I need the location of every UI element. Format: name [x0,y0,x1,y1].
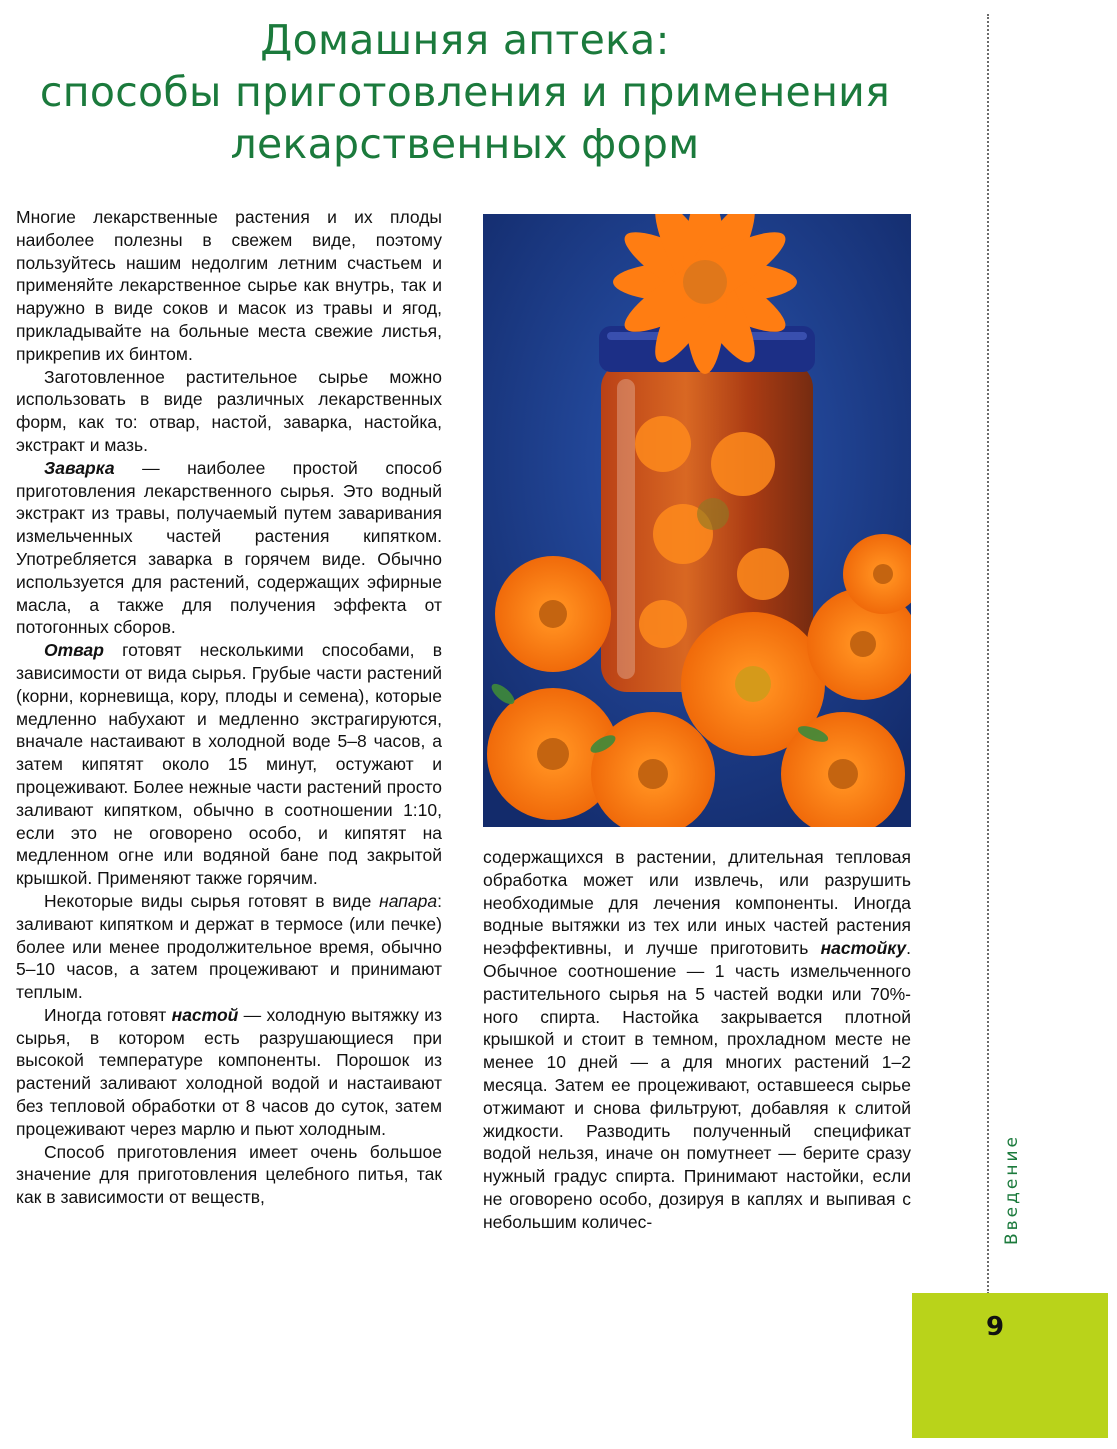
nastoy-text-b: — холодную вытяжку из сырья, в котором есть разрушающиеся при высокой температуре компоненты. Порошок из растений заливают холодной водой и настаивают без тепловой обработки от 8 часов до суток, затем процеживают через марлю и пьют холодным. [16,1004,442,1139]
title-line-1: Домашняя аптека: [260,16,670,64]
paragraph-intro: Многие лекарственные растения и их плоды наиболее полезны в свежем виде, поэтому пользуйтесь нашим недолгим летним счастьем и применяйте лекарственное сырье как внутрь, так и наружно в виде соков и масок из травы и ягод, прикладывайте на больные места свежие листья, прикрепив их бинтом. [16,207,442,364]
term-napar: напара [379,890,438,911]
paragraph-zavarka [16,457,442,639]
term-nastoyka: настойку [820,938,907,959]
paragraph-nastoy [16,1004,442,1141]
napar-text-b: : заливают кипятком и держат в термосе (или печке) более или менее продолжительное время, обычно 5–10 часов, а затем процеживают и принимают теплым. [16,890,442,1003]
margin-dotted-rule [987,14,989,1294]
otvar-text: готовят несколькими способами, в зависимости от вида сырья. Грубые части растений (корни, корневища, кору, плоды и семена), которые медленно набухают и медленно экстрагируются, вначале настаивают в холодной воде 5–8 часов, а затем кипятят около 15 минут, остужают и процеживают. Более нежные части растений просто заливают кипятком, обычно в соотношении 1:10, если это не оговорено особо, и кипятят на медленном огне или водяной бане под закрытой крышкой. Применяют также горячим. [16,640,442,889]
paragraph-nastoyka [483,846,911,1234]
term-nastoy: настой [171,1004,239,1025]
right-text-column [483,846,911,1234]
nastoy-text-a: Иногда готовят [44,1004,172,1025]
section-label: Введение [1002,1134,1022,1245]
paragraph-napar [16,890,442,1004]
paragraph-method: Способ приготовления имеет очень большое значение для приготовления целебного питья, так как в зависимости от веществ, [16,1141,442,1208]
page-number-tab [912,1293,1108,1438]
napar-text-a: Некоторые виды сырья готовят в виде [44,890,380,911]
paragraph-forms: Заготовленное растительное сырье можно использовать в виде различных лекарственных форм, как то: отвар, настой, заварка, настойка, экстракт и мазь. [16,366,442,455]
paragraph-otvar [16,639,442,890]
zavarka-text: — наиболее простой способ приготовления лекарственного сырья. Это водный экстракт из травы, получаемый путем заваривания измельченных частей растения кипятком. Употребляется заварка в горячем виде. Обычно используется для растений, содержащих эфирные масла, а также для получения эффекта от потогонных сборов. [16,457,442,638]
calendula-jar-photo [483,214,911,827]
page-number: 9 [986,1312,1005,1342]
page-title [0,14,930,170]
title-line-2: способы приготовления и применения [39,68,891,116]
nastoyka-text-b: . Обычное соотношение — 1 часть измельченного растительного сырья на 5 частей водки или 70%-ного спирта. Настойка закрывается плотной крышкой и стоит в темном, прохладном месте не менее 10 дней — а для многих растений 1–2 месяца. Затем ее процеживают, оставшееся сырье отжимают и снова фильтруют, добавляя к слитой жидкости. Разводить полученный спецификат водой нельзя, иначе он помутнеет — берите сразу нужный градус спирта. Принимают настойки, если не оговорено особо, дозируя в каплях и выпивая с небольшим количес- [483,938,911,1232]
term-zavarka: Заварка [44,457,115,478]
nastoyka-text-a: содержащихся в растении, длительная тепловая обработка может или извлечь, или разрушить необходимые для лечения компоненты. Иногда водные вытяжки из тех или иных частей растения неэффективны, и лучше приготовить [483,847,911,959]
term-otvar: Отвар [44,640,104,661]
left-text-column [16,206,442,1209]
title-line-3: лекарственных форм [230,120,700,168]
